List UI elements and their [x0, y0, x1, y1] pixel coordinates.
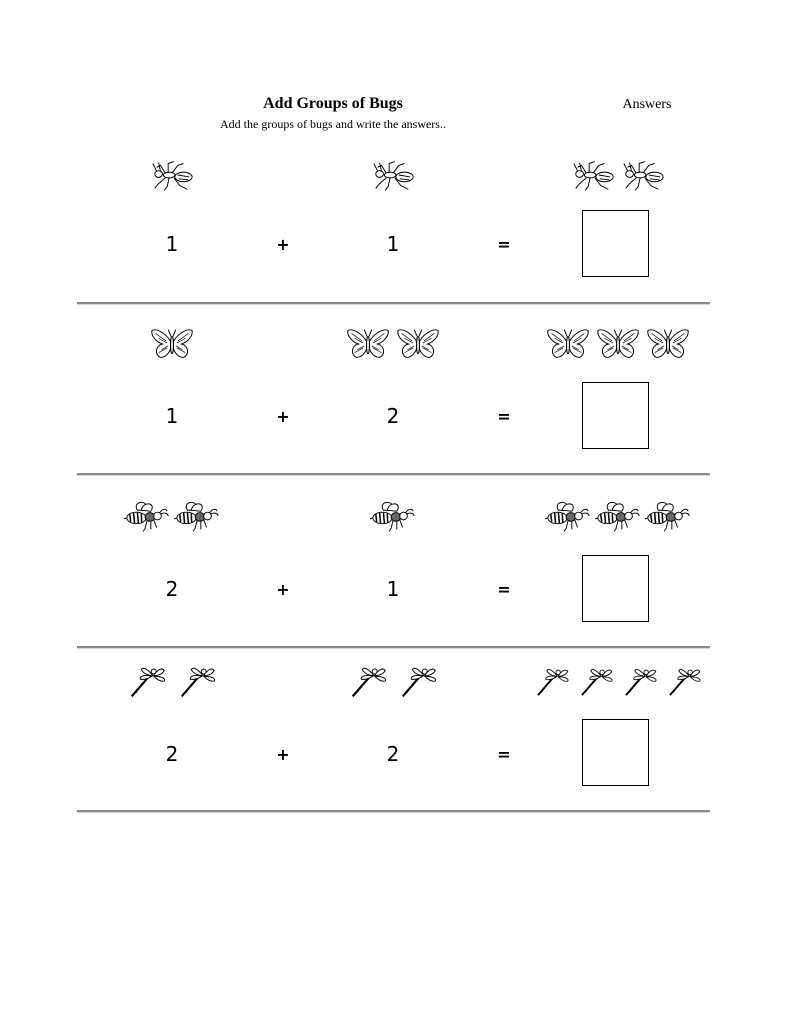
addend2-bug-group: [323, 324, 463, 364]
problem-row: [0, 496, 788, 668]
ant-icon: [370, 157, 416, 193]
butterfly-icon: [149, 326, 195, 362]
addend2-number: 2: [386, 404, 400, 428]
dragonfly-icon: [663, 664, 705, 700]
addend1-bug-group: [102, 496, 242, 536]
addend2-number: 2: [386, 742, 400, 766]
addend1-bug-group: [102, 324, 242, 364]
bee-icon: [545, 498, 591, 534]
addend2-number: 1: [386, 577, 400, 601]
divider-line: [77, 646, 710, 648]
answers-label: Answers: [622, 97, 672, 112]
equals-sign: =: [497, 407, 511, 426]
ant-icon: [149, 157, 195, 193]
plus-sign: +: [276, 580, 290, 599]
plus-sign: +: [276, 407, 290, 426]
worksheet-title: Add Groups of Bugs: [263, 95, 403, 112]
plus-sign: +: [276, 745, 290, 764]
butterfly-icon: [595, 326, 641, 362]
addend2-number: 1: [386, 232, 400, 256]
butterfly-icon: [545, 326, 591, 362]
divider-line: [77, 810, 710, 812]
problem-row: [0, 662, 788, 834]
dragonfly-icon: [345, 664, 391, 700]
answer-box[interactable]: [582, 719, 649, 786]
sum-bug-group: [530, 496, 705, 536]
addend1-bug-group: [102, 155, 242, 195]
worksheet-instructions: Add the groups of bugs and write the answers..: [220, 117, 446, 131]
ant-icon: [570, 157, 616, 193]
addend1-number: 1: [165, 232, 179, 256]
dragonfly-icon: [395, 664, 441, 700]
dragonfly-icon: [124, 664, 170, 700]
dragonfly-icon: [531, 664, 573, 700]
bee-icon: [174, 498, 220, 534]
butterfly-icon: [395, 326, 441, 362]
divider-line: [77, 302, 710, 304]
bee-icon: [645, 498, 691, 534]
answer-box[interactable]: [582, 210, 649, 277]
addend2-bug-group: [323, 496, 463, 536]
divider-line: [77, 473, 710, 475]
addend1-bug-group: [102, 662, 242, 702]
answer-box[interactable]: [582, 382, 649, 449]
dragonfly-icon: [174, 664, 220, 700]
bee-icon: [370, 498, 416, 534]
addend2-bug-group: [323, 155, 463, 195]
sum-bug-group: [530, 155, 705, 195]
addend1-number: 2: [165, 742, 179, 766]
answer-box[interactable]: [582, 555, 649, 622]
equals-sign: =: [497, 580, 511, 599]
dragonfly-icon: [575, 664, 617, 700]
addend2-bug-group: [323, 662, 463, 702]
equals-sign: =: [497, 745, 511, 764]
problem-row: [0, 324, 788, 496]
equals-sign: =: [497, 235, 511, 254]
bee-icon: [124, 498, 170, 534]
butterfly-icon: [645, 326, 691, 362]
butterfly-icon: [345, 326, 391, 362]
addend1-number: 1: [165, 404, 179, 428]
sum-bug-group: [525, 662, 710, 702]
bee-icon: [595, 498, 641, 534]
addend1-number: 2: [165, 577, 179, 601]
ant-icon: [620, 157, 666, 193]
dragonfly-icon: [619, 664, 661, 700]
plus-sign: +: [276, 235, 290, 254]
sum-bug-group: [530, 324, 705, 364]
